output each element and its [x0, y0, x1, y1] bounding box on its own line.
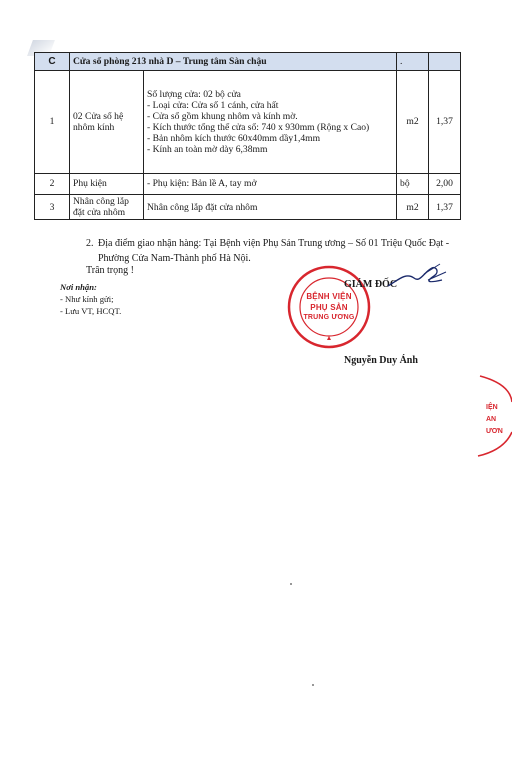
table-row — [35, 195, 461, 220]
desc-line: Số lượng cửa: 02 bộ cửa — [147, 88, 241, 100]
edge-stamp-line: AN — [486, 416, 497, 423]
signatory-name: Nguyễn Duy Ánh — [344, 355, 418, 366]
recipient-item: - Như kính gửi; — [60, 294, 114, 305]
row-description — [144, 71, 397, 174]
row-unit: m2 — [397, 71, 429, 174]
recipients-block — [60, 281, 121, 317]
section-qty — [429, 53, 461, 71]
row-unit: bộ — [397, 174, 429, 195]
row-name: Nhân công lắp đặt cửa nhôm — [70, 195, 144, 220]
row-unit: m2 — [397, 195, 429, 220]
row-qty: 1,37 — [429, 71, 461, 174]
row-qty: 1,37 — [429, 195, 461, 220]
table-row — [35, 71, 461, 174]
row-description: Nhân công lắp đặt cửa nhôm — [144, 195, 397, 220]
recipient-item: - Lưu VT, HCQT. — [60, 306, 122, 317]
section-title: Cửa sổ phòng 213 nhà D – Trung tâm Sàn chậu — [70, 53, 397, 71]
edge-stamp — [470, 372, 512, 464]
note-number: 2. — [86, 238, 94, 249]
row-name: Phụ kiện — [70, 174, 144, 195]
desc-line: - Kích thước tổng thể cửa sổ: 740 x 930mm (Rộng x Cao) — [147, 122, 370, 133]
table-row — [35, 174, 461, 195]
row-stt: 3 — [35, 195, 70, 220]
row-stt: 1 — [35, 71, 70, 174]
row-qty: 2,00 — [429, 174, 461, 195]
section-row — [35, 53, 461, 71]
row-name: 02 Cửa sổ hệ nhôm kính — [70, 71, 144, 174]
section-unit: . — [397, 53, 429, 71]
note-text: Địa điểm giao nhận hàng: Tại Bệnh viện Phụ Sản Trung ương – Số 01 Triệu Quốc Đạt - Phường Cửa Nam-Thành phố Hà Nội. — [98, 238, 450, 264]
recipients-label: Nơi nhận: — [60, 282, 97, 292]
official-seal — [286, 264, 372, 350]
desc-line: - Kính an toàn mờ dày 6,38mm — [147, 144, 268, 156]
desc-line: - Cửa sổ gồm khung nhôm và kính mờ. — [147, 110, 298, 122]
desc-line: - Loại cửa: Cửa số 1 cánh, cửa hất — [147, 99, 279, 111]
seal-line: TRUNG ƯƠNG — [303, 314, 355, 321]
row-stt: 2 — [35, 174, 70, 195]
scan-speck — [312, 684, 314, 686]
edge-stamp-line: ƯƠN — [486, 428, 503, 435]
desc-line: - Bản nhôm kích thước 60x40mm dầy1,4mm — [147, 133, 321, 145]
seal-line: BỆNH VIỆN — [306, 292, 352, 301]
handwritten-signature-icon — [384, 262, 454, 292]
scan-speck — [290, 583, 292, 585]
row-description: - Phụ kiện: Bản lề A, tay mở — [144, 174, 397, 195]
items-table — [34, 52, 461, 220]
seal-line: PHỤ SẢN — [310, 303, 348, 312]
signatory-title: GIÁM ĐỐC — [344, 279, 398, 290]
closing-text: Trân trọng ! — [86, 265, 134, 276]
section-code: C — [35, 53, 70, 71]
edge-stamp-line: IỆN — [486, 404, 498, 411]
